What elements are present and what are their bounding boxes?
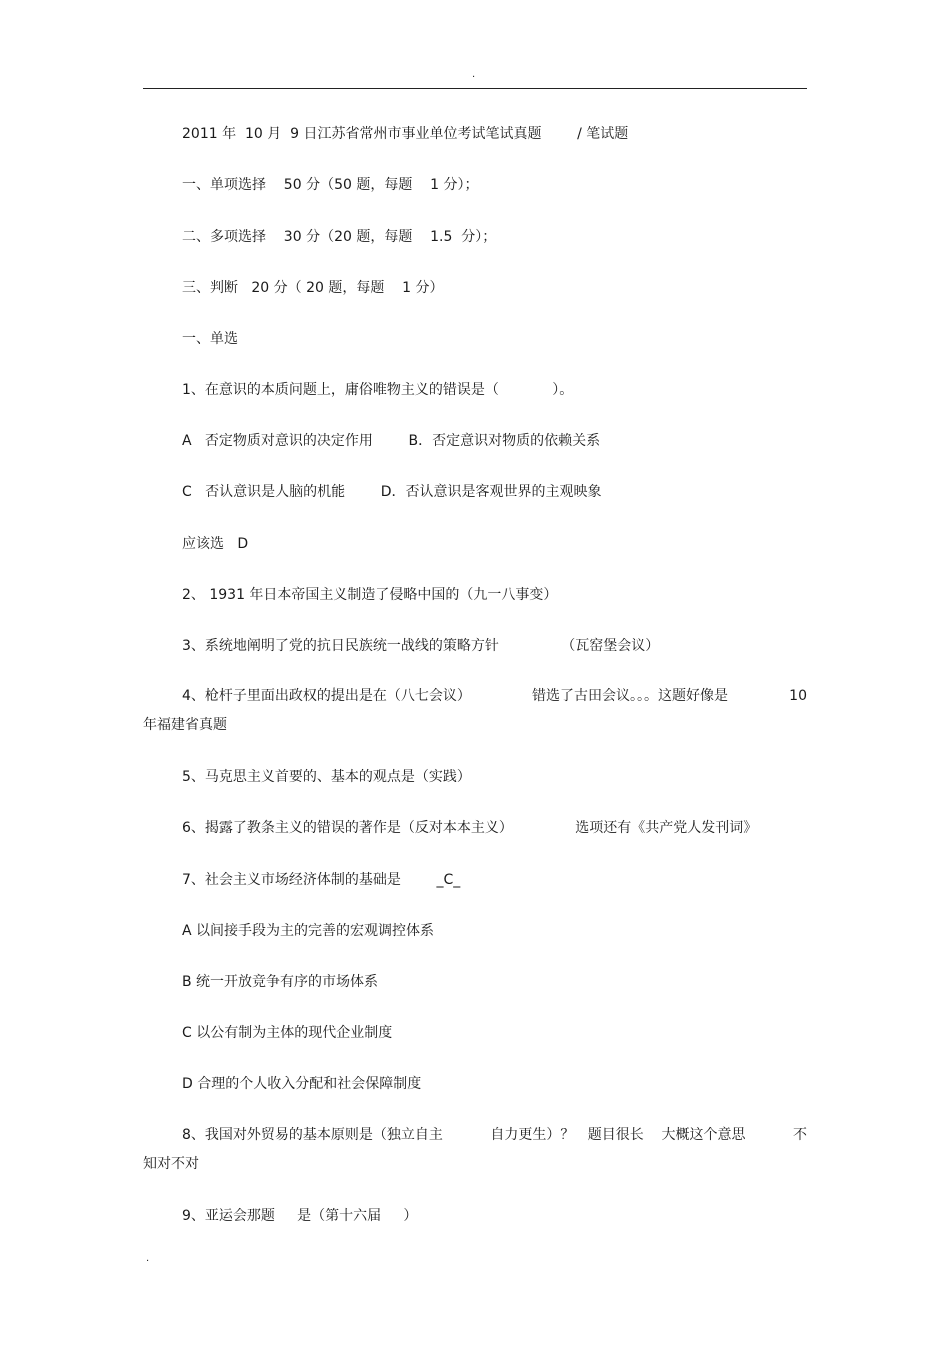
document-title: 2011 年 10 月 9 日江苏省常州市事业单位考试笔试真题 / 笔试题 bbox=[182, 126, 629, 142]
question-4-middle: 错选了古田会议。。。这题好像是 bbox=[532, 688, 729, 704]
question-4-left: 4、枪杆子里面出政权的提出是在（八七会议） bbox=[182, 688, 471, 704]
section-multiple-choice: 二、多项选择 30 分（20 题，每题 1.5 分）； bbox=[182, 229, 497, 245]
header-divider bbox=[143, 88, 807, 89]
question-6: 6、揭露了教条主义的错误的著作是（反对本本主义） 选项还有《共产党人发刊词》 bbox=[182, 820, 758, 836]
question-4-right: 10 bbox=[789, 688, 807, 704]
question-7-option-c: C 以公有制为主体的现代企业制度 bbox=[182, 1025, 393, 1041]
question-8-right: 不 bbox=[793, 1127, 807, 1143]
header-mark: . bbox=[472, 69, 476, 80]
question-8-continuation: 知对不对 bbox=[143, 1156, 199, 1172]
question-4-continuation: 年福建省真题 bbox=[143, 717, 227, 733]
question-9: 9、亚运会那题 是（第十六届 ） bbox=[182, 1208, 418, 1224]
question-2: 2、 1931 年日本帝国主义制造了侵略中国的（九一八事变） bbox=[182, 587, 558, 603]
question-8 bbox=[143, 1121, 807, 1179]
section-single-choice: 一、单项选择 50 分（50 题，每题 1 分）； bbox=[182, 177, 479, 193]
question-7-stem: 7、社会主义市场经济体制的基础是 _C_ bbox=[182, 872, 461, 888]
question-1-options-ab: A 否定物质对意识的决定作用 B．否定意识对物质的依赖关系 bbox=[182, 433, 601, 449]
question-8-left: 8、我国对外贸易的基本原则是（独立自主 bbox=[182, 1127, 443, 1143]
question-4 bbox=[143, 682, 807, 740]
part-heading-single-choice: 一、单选 bbox=[182, 331, 238, 347]
question-1-options-cd: C 否认意识是人脑的机能 D．否认意识是客观世界的主观映象 bbox=[182, 484, 602, 500]
question-7-option-d: D 合理的个人收入分配和社会保障制度 bbox=[182, 1076, 422, 1092]
section-true-false: 三、判断 20 分（ 20 题，每题 1 分） bbox=[182, 280, 444, 296]
question-8-middle: 自力更生）？ 题目很长 大概这个意思 bbox=[490, 1127, 746, 1143]
question-5: 5、马克思主义首要的、基本的观点是（实践） bbox=[182, 769, 471, 785]
question-1-answer: 应该选 D bbox=[182, 536, 249, 552]
question-3: 3、系统地阐明了党的抗日民族统一战线的策略方针 （瓦窑堡会议） bbox=[182, 638, 660, 654]
question-7-option-a: A 以间接手段为主的完善的宏观调控体系 bbox=[182, 923, 435, 939]
footer-mark: . bbox=[146, 1253, 150, 1264]
question-7-option-b: B 统一开放竞争有序的市场体系 bbox=[182, 974, 379, 990]
question-1-stem: 1、在意识的本质问题上，庸俗唯物主义的错误是（ ）。 bbox=[182, 382, 574, 398]
